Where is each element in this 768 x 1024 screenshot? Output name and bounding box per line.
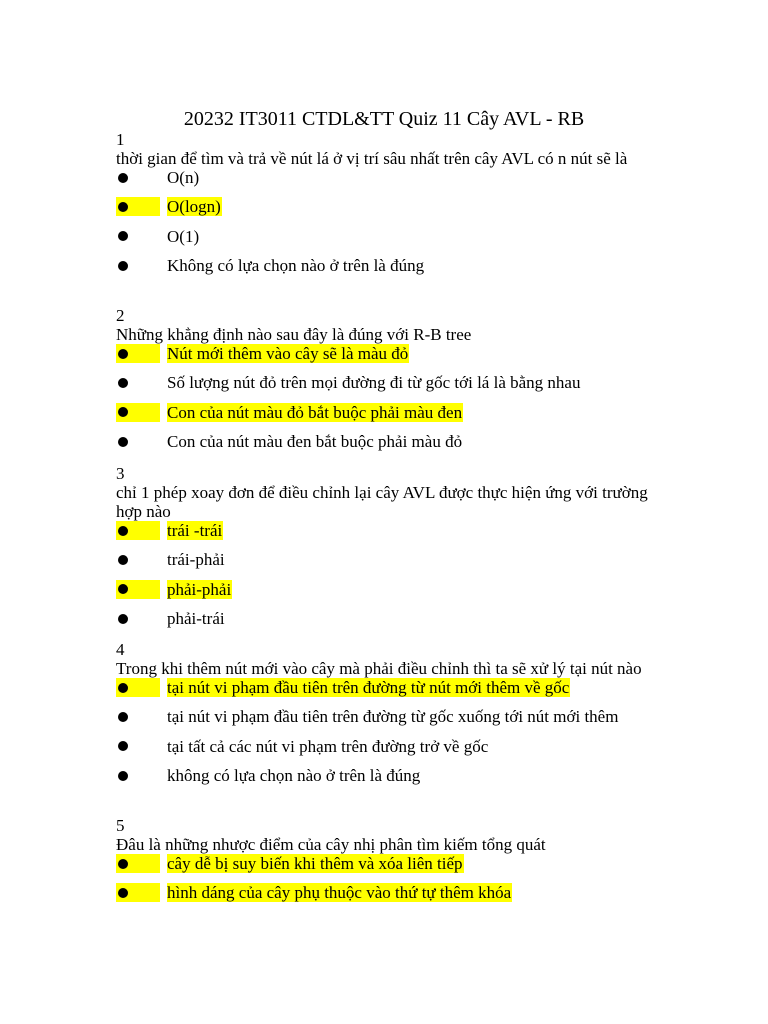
bullet-icon (116, 373, 160, 392)
bullet-icon (116, 256, 160, 275)
bullet-icon (116, 707, 160, 726)
question-3 (116, 464, 656, 639)
option-text: hình dáng của cây phụ thuộc vào thứ tự thêm khóa (167, 883, 512, 903)
answer-option-highlighted (116, 403, 656, 432)
option-text: tại tất cả các nút vi phạm trên đường trở về gốc (167, 736, 489, 756)
question-number: 4 (116, 640, 125, 659)
question-text: chỉ 1 phép xoay đơn để điều chỉnh lại cây AVL được thực hiện ứng với trường hợp nào (116, 483, 648, 521)
answer-option (116, 168, 656, 197)
answer-option-highlighted (116, 521, 656, 550)
option-text: tại nút vi phạm đầu tiên trên đường từ gốc xuống tới nút mới thêm (167, 707, 619, 727)
bullet-icon (116, 521, 160, 540)
option-text: O(1) (167, 226, 200, 246)
option-text: phải-trái (167, 609, 225, 629)
answer-option-highlighted (116, 197, 656, 226)
bullet-icon (116, 197, 160, 216)
answer-option (116, 256, 656, 285)
answer-option (116, 707, 656, 736)
option-text: Con của nút màu đỏ bắt buộc phải màu đen (167, 402, 463, 422)
answer-option-highlighted (116, 344, 656, 373)
bullet-icon (116, 580, 160, 599)
answer-option (116, 432, 656, 461)
question-4 (116, 640, 656, 796)
option-text: Không có lựa chọn nào ở trên là đúng (167, 256, 425, 276)
question-5 (116, 816, 656, 913)
bullet-icon (116, 403, 160, 422)
bullet-icon (116, 854, 160, 873)
answer-option-highlighted (116, 883, 656, 912)
answer-options (116, 521, 656, 639)
bullet-icon (116, 432, 160, 451)
option-text: Số lượng nút đỏ trên mọi đường đi từ gốc tới lá là bằng nhau (167, 373, 581, 393)
question-text: thời gian để tìm và trả về nút lá ở vị trí sâu nhất trên cây AVL có n nút sẽ là (116, 149, 628, 168)
answer-options (116, 678, 656, 796)
question-2 (116, 306, 656, 462)
option-text: không có lựa chọn nào ở trên là đúng (167, 766, 421, 786)
document-title: 20232 IT3011 CTDL&TT Quiz 11 Cây AVL - RB (183, 108, 585, 130)
option-text: O(logn) (167, 197, 221, 217)
answer-options (116, 168, 656, 286)
option-text: phải-phải (167, 579, 232, 599)
bullet-icon (116, 227, 160, 246)
answer-options (116, 344, 656, 462)
answer-option-highlighted (116, 580, 656, 609)
option-text: trái-phải (167, 550, 225, 570)
question-number: 2 (116, 306, 125, 325)
option-text: O(n) (167, 168, 200, 187)
answer-option (116, 609, 656, 638)
bullet-icon (116, 344, 160, 363)
answer-option (116, 227, 656, 256)
question-number: 5 (116, 816, 125, 835)
question-text: Đâu là những nhược điểm của cây nhị phân tìm kiếm tổng quát (116, 835, 546, 854)
bullet-icon (116, 609, 160, 628)
answer-option (116, 373, 656, 402)
option-text: cây dễ bị suy biến khi thêm và xóa liên tiếp (167, 854, 463, 873)
question-1 (116, 130, 656, 286)
answer-option (116, 737, 656, 766)
answer-option-highlighted (116, 678, 656, 707)
option-text: Nút mới thêm vào cây sẽ là màu đỏ (167, 344, 409, 363)
bullet-icon (116, 678, 160, 697)
question-text: Những khẳng định nào sau đây là đúng với R-B tree (116, 325, 472, 344)
question-number: 3 (116, 464, 125, 483)
answer-option-highlighted (116, 854, 656, 883)
bullet-icon (116, 766, 160, 785)
bullet-icon (116, 550, 160, 569)
bullet-icon (116, 737, 160, 756)
answer-options (116, 854, 656, 913)
option-text: Con của nút màu đen bắt buộc phải màu đỏ (167, 432, 463, 452)
answer-option (116, 766, 656, 795)
question-number: 1 (116, 130, 125, 149)
question-text: Trong khi thêm nút mới vào cây mà phải điều chỉnh thì ta sẽ xử lý tại nút nào (116, 659, 642, 678)
option-text: tại nút vi phạm đầu tiên trên đường từ nút mới thêm về gốc (167, 678, 570, 697)
option-text: trái -trái (167, 521, 223, 540)
bullet-icon (116, 883, 160, 902)
bullet-icon (116, 168, 160, 187)
answer-option (116, 550, 656, 579)
